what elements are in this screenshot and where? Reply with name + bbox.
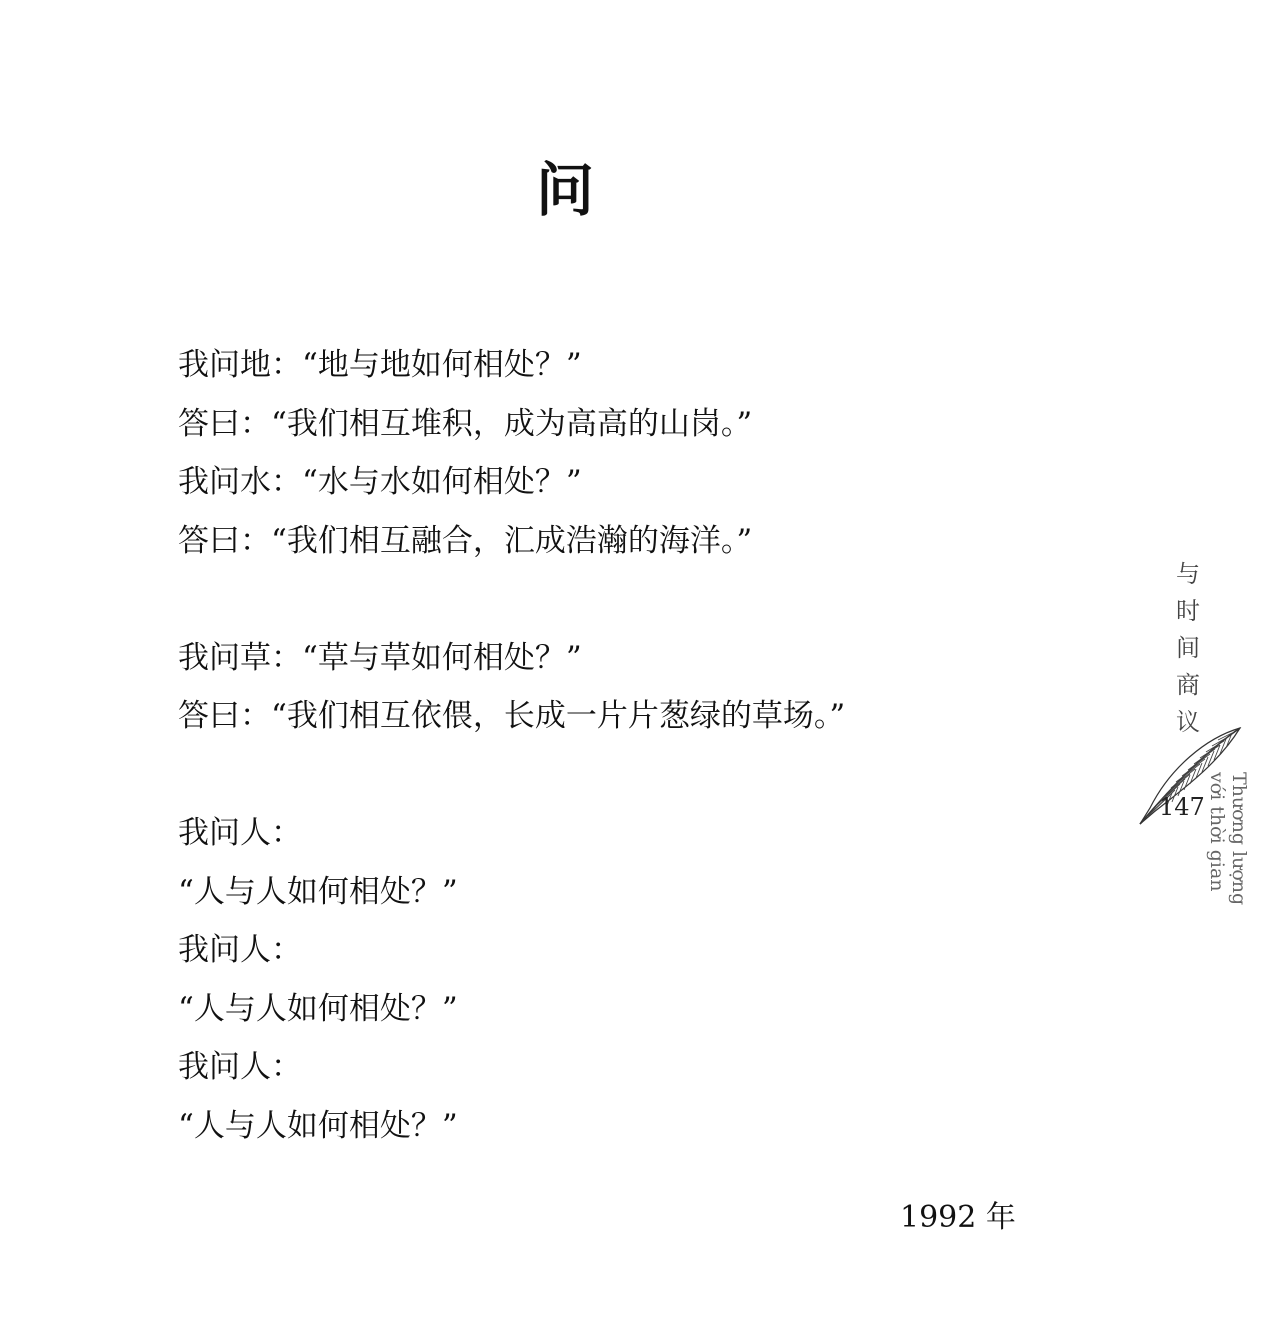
poem-line: 答曰：“我们相互融合，汇成浩瀚的海洋。” <box>178 522 753 559</box>
poem-line: “人与人如何相处？” <box>178 1107 458 1144</box>
poem-line: 答曰：“我们相互依偎，长成一片片葱绿的草场。” <box>178 698 846 734</box>
book-title-vi <box>1206 772 1250 905</box>
book-title-cn <box>1172 556 1204 741</box>
poem-line: “人与人如何相处？” <box>178 873 458 910</box>
book-title-char: 商 <box>1176 671 1200 699</box>
stanza-break <box>178 570 1078 629</box>
page-number: 147 <box>1159 793 1205 821</box>
book-title-char: 议 <box>1176 708 1200 736</box>
poem-line: 我问草：“草与草如何相处？” <box>178 639 582 676</box>
book-title-char: 时 <box>1176 597 1200 625</box>
poem-title: 问 <box>535 156 594 224</box>
poem-line: 答曰：“我们相互堆积，成为高高的山岗。” <box>178 405 753 442</box>
poem-line: 我问人： <box>178 815 302 851</box>
poem-body <box>178 336 1078 1155</box>
poem-line: 我问地：“地与地如何相处？” <box>178 347 582 383</box>
poem-line: 我问人： <box>178 932 302 968</box>
poem-line: 我问水：“水与水如何相处？” <box>178 464 582 500</box>
book-title-char: 间 <box>1176 634 1200 662</box>
book-title-vi-line: với thời gian <box>1206 772 1228 892</box>
poem-date: 1992 年 <box>900 1200 1016 1235</box>
poem-line: 我问人： <box>178 1049 302 1085</box>
poem-line: “人与人如何相处？” <box>178 990 458 1027</box>
stanza-break <box>178 746 1078 805</box>
book-title-char: 与 <box>1176 560 1200 588</box>
book-title-vi-line: Thương lượng <box>1228 772 1250 906</box>
